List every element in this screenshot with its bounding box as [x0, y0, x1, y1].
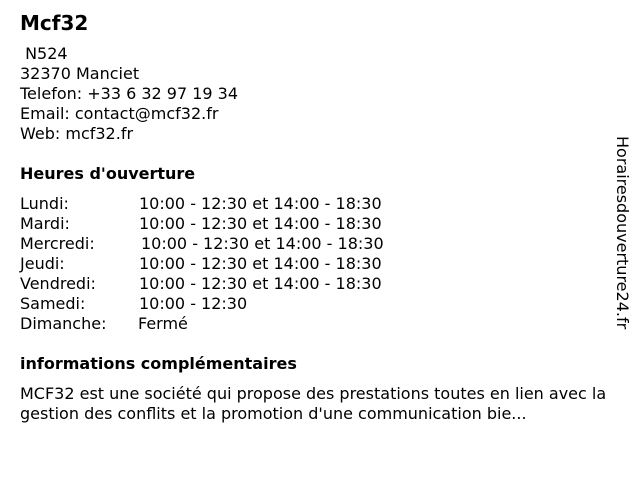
day-label: Vendredi: — [20, 274, 96, 293]
opening-hours-heading: Heures d'ouverture — [20, 164, 196, 183]
opening-hours-table — [20, 194, 440, 334]
time-range: 10:00 - 12:30 et 14:00 - 18:30 — [139, 254, 382, 273]
site-brand-vertical: Horairesdouverture24.fr — [613, 136, 632, 330]
day-label: Dimanche: — [20, 314, 107, 333]
email-address[interactable]: Email: contact@mcf32.fr — [20, 104, 219, 123]
hours-row-samedi — [20, 294, 440, 314]
hours-row-jeudi — [20, 254, 440, 274]
business-description: MCF32 est une société qui propose des prestations toutes en lien avec la gestion des conflits et la promotion d'une communication bie... — [20, 384, 607, 423]
business-name: Mcf32 — [20, 11, 89, 35]
hours-row-lundi — [20, 194, 440, 214]
phone-number[interactable]: Telefon: +33 6 32 97 19 34 — [20, 84, 239, 103]
time-range: 10:00 - 12:30 et 14:00 - 18:30 — [139, 194, 382, 213]
street-address: N524 — [20, 44, 68, 63]
hours-row-vendredi — [20, 274, 440, 294]
day-label: Mardi: — [20, 214, 70, 233]
time-range: Fermé — [138, 314, 188, 333]
hours-row-mercredi — [20, 234, 440, 254]
hours-row-mardi — [20, 214, 440, 234]
city-address: 32370 Manciet — [20, 64, 140, 83]
additional-info-heading: informations complémentaires — [20, 354, 297, 373]
day-label: Samedi: — [20, 294, 86, 313]
time-range: 10:00 - 12:30 — [139, 294, 248, 313]
day-label: Jeudi: — [20, 254, 65, 273]
day-label: Lundi: — [20, 194, 69, 213]
time-range: 10:00 - 12:30 et 14:00 - 18:30 — [139, 274, 382, 293]
time-range: 10:00 - 12:30 et 14:00 - 18:30 — [141, 234, 384, 253]
hours-row-dimanche — [20, 314, 440, 334]
website[interactable]: Web: mcf32.fr — [20, 124, 134, 143]
day-label: Mercredi: — [20, 234, 95, 253]
time-range: 10:00 - 12:30 et 14:00 - 18:30 — [139, 214, 382, 233]
contact-details — [20, 44, 238, 144]
